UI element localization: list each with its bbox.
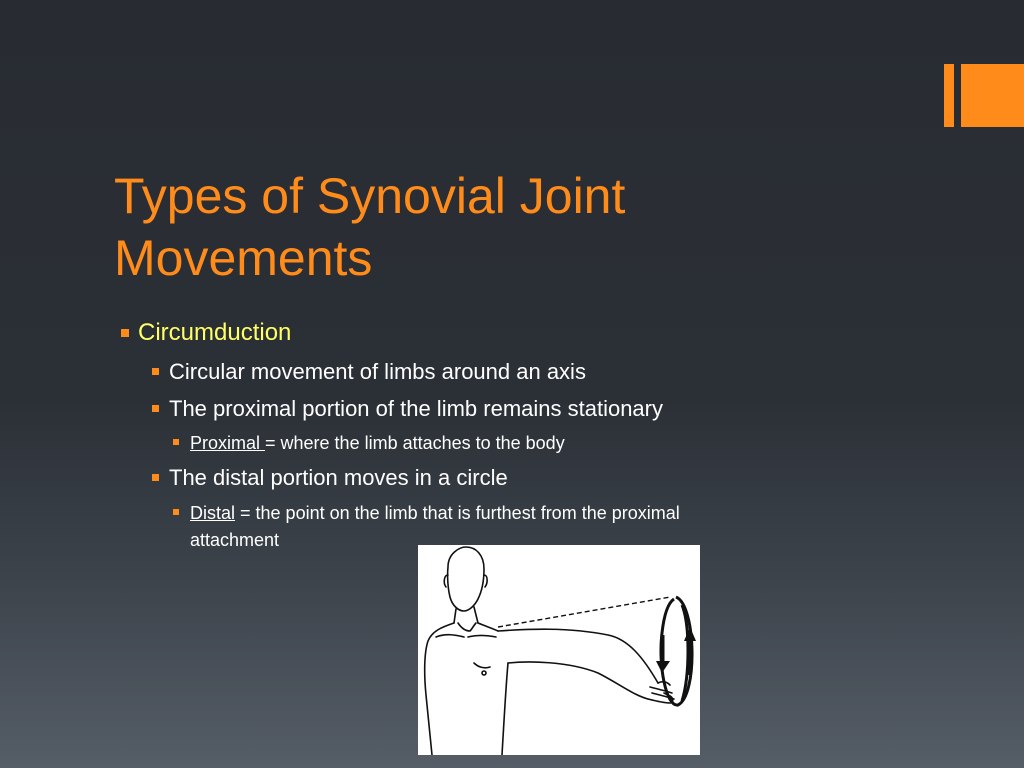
arm-circumduction-icon	[418, 545, 700, 755]
bullet-marker	[121, 329, 129, 337]
accent-bar-thin	[944, 64, 954, 127]
accent-square	[961, 64, 1024, 127]
definition-distal: = the point on the limb that is furthest from the proximal	[235, 503, 680, 523]
bullet-circumduction	[138, 319, 291, 347]
bullet-text: The proximal portion of the limb remains stationary	[169, 396, 663, 421]
slide-title	[114, 165, 934, 289]
title-line-2: Movements	[114, 230, 373, 286]
bullet-marker	[152, 474, 159, 481]
bullet-marker	[152, 405, 159, 412]
term-proximal: Proximal	[190, 433, 266, 453]
bullet-marker	[152, 368, 159, 375]
definition-proximal: = where the limb attaches to the body	[265, 433, 565, 453]
bullet-distal-definition	[190, 500, 680, 526]
arm-circumduction-illustration	[418, 545, 700, 755]
bullet-distal-definition-continued	[190, 527, 279, 553]
bullet-text: The distal portion moves in a circle	[169, 465, 508, 490]
term-distal: Distal	[190, 503, 236, 523]
bullet-distal-circle	[169, 465, 508, 491]
bullet-marker	[173, 439, 179, 445]
bullet-circular-movement	[169, 359, 586, 385]
bullet-heading-text: Circumduction	[138, 319, 292, 346]
bullet-text: Circular movement of limbs around an axis	[169, 359, 586, 384]
title-line-1: Types of Synovial Joint	[114, 168, 626, 224]
bullet-proximal-stationary	[169, 396, 663, 422]
definition-distal-continued: attachment	[190, 530, 280, 550]
bullet-marker	[173, 509, 179, 515]
bullet-proximal-definition	[190, 430, 565, 456]
